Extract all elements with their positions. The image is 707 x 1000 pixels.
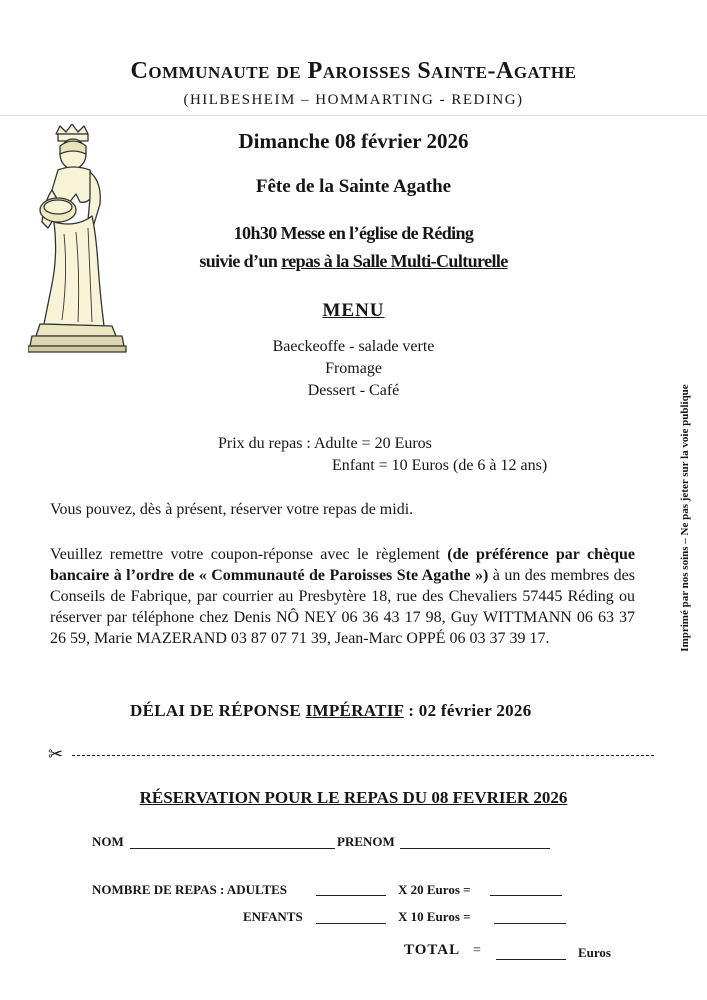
meal-place: repas à la Salle Multi-Culturelle bbox=[281, 251, 508, 271]
deadline-date: : 02 février 2026 bbox=[403, 701, 532, 720]
deadline-imperative: IMPÉRATIF bbox=[305, 701, 404, 720]
saint-agathe-statue-icon bbox=[28, 124, 128, 356]
euros-label: Euros bbox=[578, 945, 611, 960]
scissors-icon: ✂ bbox=[48, 744, 64, 764]
adult-count-field[interactable] bbox=[316, 895, 386, 896]
coupon-paragraph bbox=[50, 544, 635, 649]
coupon-text-start: Veuillez remettre votre coupon-réponse avec le règlement bbox=[50, 546, 448, 563]
menu-item-dessert: Dessert - Café bbox=[307, 382, 400, 399]
event-title: Fête de la Sainte Agathe bbox=[255, 176, 452, 197]
parish-villages: (HILBESHEIM – HOMMARTING - REDING) bbox=[183, 92, 524, 108]
coupon-text-end: à un des membres des Conseils de Fabrique, par courrier au Presbytère 18, rue des Chevaliers 57445 Réding ou réserver par téléphone chez Denis NÔ NEY 06 36 43 17 98, Guy WITTMANN 06 63 37 26 59, Marie MAZERAND 03 87 07 71 39, Jean-Marc OPPÉ 06 03 37 39 17. bbox=[50, 567, 636, 647]
menu-title: MENU bbox=[322, 300, 385, 321]
response-deadline bbox=[130, 701, 532, 721]
adult-price-label: X 20 Euros = bbox=[398, 882, 471, 897]
nom-label: NOM bbox=[92, 834, 124, 849]
event-date: Dimanche 08 février 2026 bbox=[238, 129, 469, 153]
total-label: TOTAL bbox=[404, 942, 461, 958]
nombre-adultes-label: NOMBRE DE REPAS : ADULTES bbox=[92, 882, 288, 897]
side-print-note: Imprimé par nos soins – Ne pas jeter sur la voie publique bbox=[679, 384, 691, 652]
reservation-title: RÉSERVATION POUR LE REPAS DU 08 FEVRIER 2026 bbox=[139, 788, 568, 807]
reserve-paragraph: Vous pouvez, dès à présent, réserver votre repas de midi. bbox=[50, 501, 414, 518]
meal-prefix: suivie d’un bbox=[199, 251, 282, 271]
parish-title: Communaute de Paroisses Sainte-Agathe bbox=[130, 58, 577, 84]
menu-item-main: Baeckeoffe - salade verte bbox=[272, 338, 435, 355]
total-field[interactable] bbox=[496, 959, 566, 960]
menu-item-cheese: Fromage bbox=[325, 360, 382, 377]
prenom-label: PRENOM bbox=[337, 834, 395, 849]
enfants-label: ENFANTS bbox=[243, 909, 303, 924]
cut-line bbox=[72, 755, 654, 756]
child-count-field[interactable] bbox=[316, 923, 386, 924]
header-divider bbox=[0, 115, 707, 116]
total-equals: = bbox=[473, 943, 481, 958]
meal-info bbox=[100, 251, 607, 272]
price-adult: Prix du repas : Adulte = 20 Euros bbox=[218, 435, 432, 452]
adult-total-field[interactable] bbox=[490, 895, 562, 896]
price-child: Enfant = 10 Euros (de 6 à 12 ans) bbox=[332, 457, 548, 474]
mass-info: 10h30 Messe en l’église de Réding bbox=[233, 223, 474, 243]
coupon-payment-note: (de préférence par chèque bancaire à l’ordre de « Communauté de Paroisses Ste Agathe ») bbox=[50, 546, 635, 584]
deadline-label: DÉLAI DE RÉPONSE bbox=[130, 701, 306, 720]
child-total-field[interactable] bbox=[494, 923, 566, 924]
nom-field[interactable] bbox=[130, 848, 335, 849]
child-price-label: X 10 Euros = bbox=[398, 909, 471, 924]
prenom-field[interactable] bbox=[400, 848, 550, 849]
